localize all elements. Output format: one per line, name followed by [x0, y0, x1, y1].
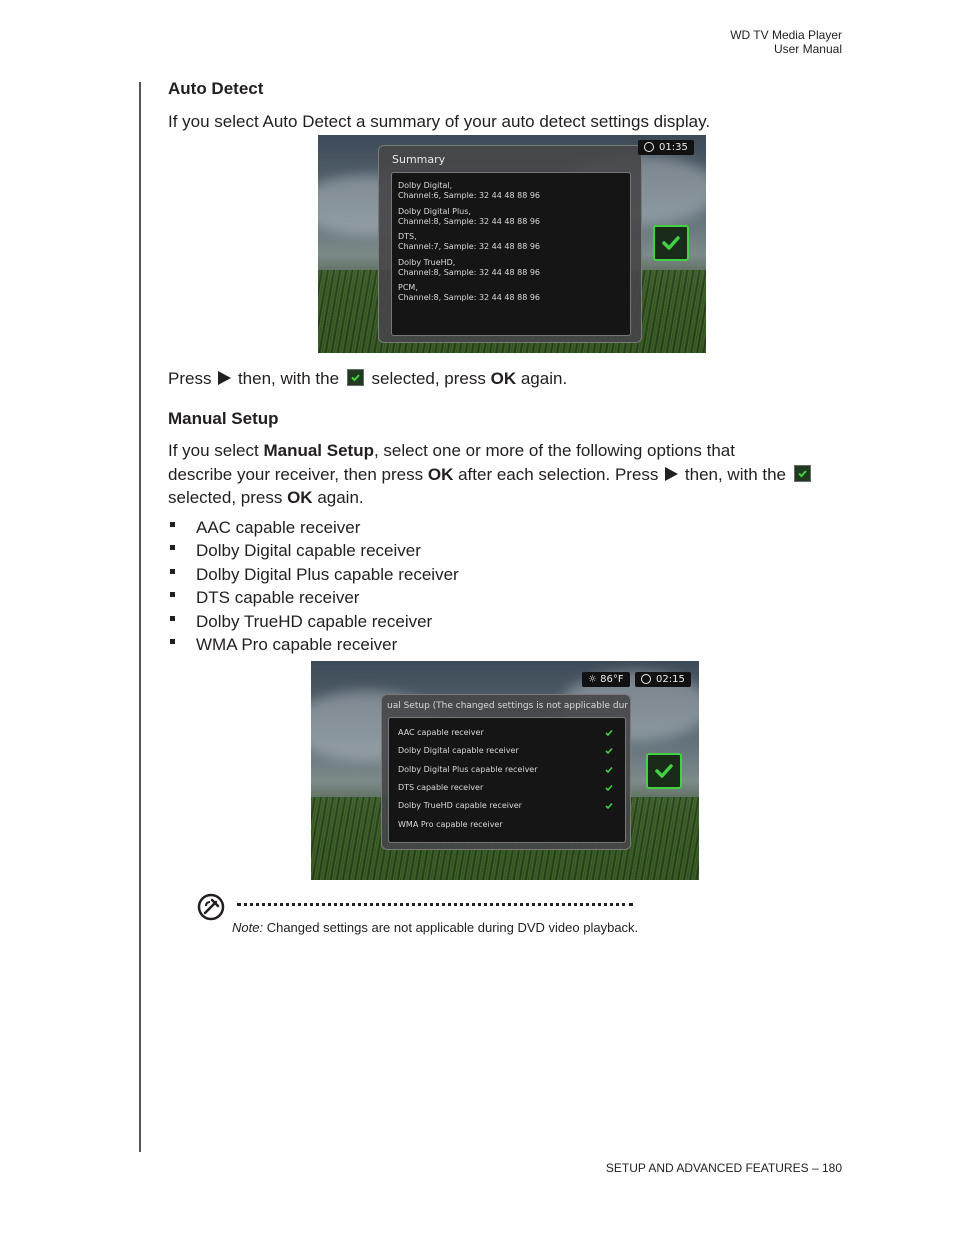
summary-entry: Dolby Digital Plus, Channel:8, Sample: 32 44 48 88 96 — [398, 207, 541, 226]
receiver-option[interactable]: Dolby Digital capable receiver — [398, 746, 519, 755]
list-item: AAC capable receiver — [168, 516, 459, 539]
clock-icon — [641, 674, 651, 684]
receiver-option[interactable]: Dolby Digital Plus capable receiver — [398, 765, 538, 774]
receiver-options-list — [168, 516, 459, 656]
auto-detect-instruction: Press then, with the selected, press OK again. — [168, 369, 568, 388]
list-item: DTS capable receiver — [168, 586, 459, 609]
clock-display: 01:35 — [638, 140, 694, 155]
manual-setup-description: If you select Manual Setup, select one or more of the following options that describe your receiver, then press OK after each selection. Press then, with the selected, press OK again. — [168, 439, 848, 510]
summary-panel — [378, 145, 642, 343]
note-divider — [237, 903, 633, 906]
receiver-option[interactable]: AAC capable receiver — [398, 728, 484, 737]
check-icon — [347, 369, 364, 386]
document-header — [730, 28, 842, 56]
weather-icon: ☼ — [588, 674, 597, 685]
margin-rule — [139, 82, 141, 1152]
auto-detect-heading: Auto Detect — [168, 79, 264, 98]
right-arrow-icon — [218, 371, 231, 385]
clock-icon — [644, 142, 654, 152]
auto-detect-intro: If you select Auto Detect a summary of your auto detect settings display. — [168, 112, 711, 131]
option-check-icon — [605, 766, 613, 774]
confirm-check-icon[interactable] — [653, 225, 689, 261]
manual-setup-title: ual Setup (The changed settings is not applicable dur — [387, 701, 628, 711]
receiver-option[interactable]: WMA Pro capable receiver — [398, 820, 503, 829]
manual-setup-panel — [381, 694, 631, 850]
list-item: Dolby Digital Plus capable receiver — [168, 563, 459, 586]
summary-entry: Dolby Digital, Channel:6, Sample: 32 44 48 88 96 — [398, 181, 541, 200]
weather-display: ☼ 86°F — [582, 672, 630, 687]
list-item: Dolby TrueHD capable receiver — [168, 610, 459, 633]
receiver-option-list — [388, 717, 626, 843]
manual-setup-screenshot — [311, 661, 699, 880]
list-item: WMA Pro capable receiver — [168, 633, 459, 656]
summary-entry: PCM, Channel:8, Sample: 32 44 48 88 96 — [398, 283, 541, 302]
check-icon — [794, 465, 811, 482]
option-check-icon — [605, 784, 613, 792]
confirm-check-icon[interactable] — [646, 753, 682, 789]
clock-display: 02:15 — [635, 672, 691, 687]
page-footer: SETUP AND ADVANCED FEATURES – 180 — [605, 1161, 842, 1175]
summary-list — [391, 172, 631, 336]
right-arrow-icon — [665, 467, 678, 481]
option-check-icon — [605, 802, 613, 810]
auto-detect-screenshot — [318, 135, 706, 353]
summary-entry: DTS, Channel:7, Sample: 32 44 48 88 96 — [398, 232, 541, 251]
receiver-option[interactable]: Dolby TrueHD capable receiver — [398, 801, 522, 810]
list-item: Dolby Digital capable receiver — [168, 539, 459, 562]
receiver-option[interactable]: DTS capable receiver — [398, 783, 484, 792]
manual-setup-heading: Manual Setup — [168, 409, 279, 428]
summary-title: Summary — [392, 153, 446, 166]
option-check-icon — [605, 729, 613, 737]
option-check-icon — [605, 747, 613, 755]
header-product: WD TV Media Player — [730, 28, 842, 42]
note-text: Note: Changed settings are not applicable during DVD video playback. — [232, 920, 639, 935]
page-number: 180 — [821, 1161, 842, 1175]
note-icon — [197, 893, 225, 921]
summary-entry: Dolby TrueHD, Channel:8, Sample: 32 44 48 88 96 — [398, 258, 541, 277]
header-manual: User Manual — [773, 42, 842, 56]
